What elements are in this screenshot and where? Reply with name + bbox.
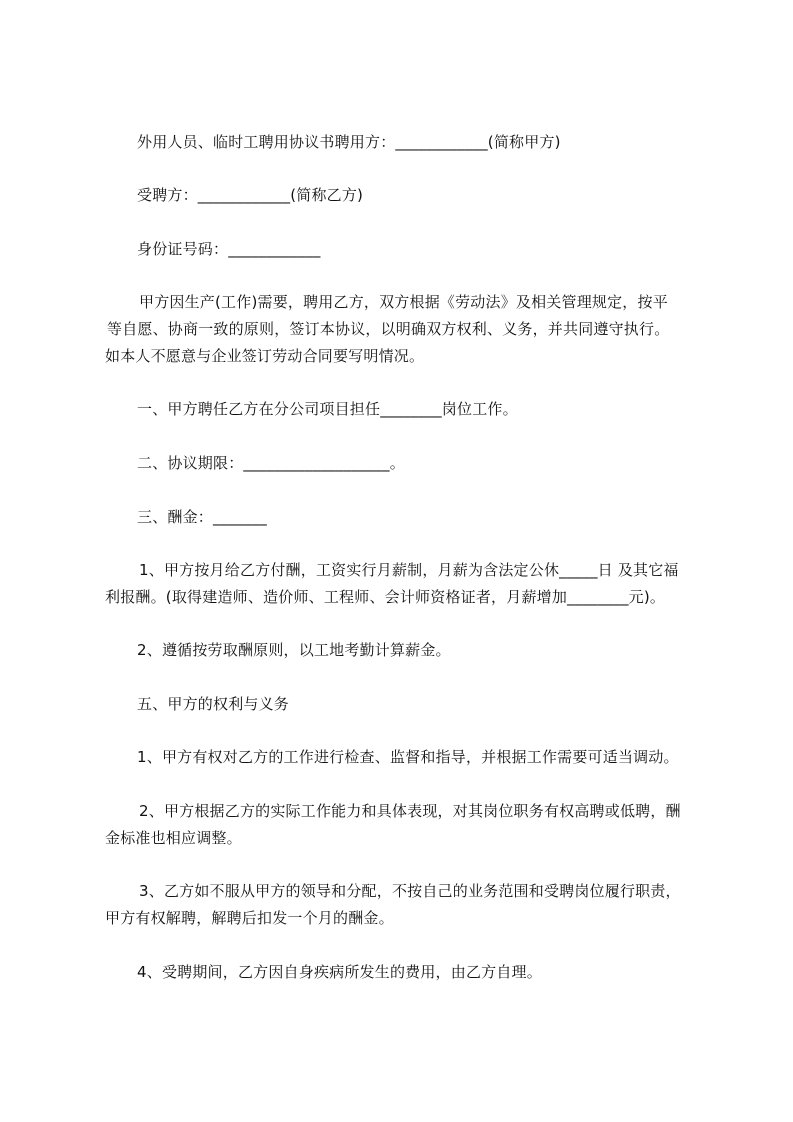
employee-line: 受聘方：____________(简称乙方)	[137, 186, 364, 204]
rights-item-1: 1、甲方有权对乙方的工作进行检查、监督和指导，并根据工作需要可适当调动。	[137, 748, 679, 766]
clause-two: 二、协议期限：___________________。	[137, 454, 405, 472]
id-number-line: 身份证号码：____________	[137, 240, 321, 258]
pay-item-1-line-2: 利报酬。(取得建造师、造价师、工程师、会计师资格证者，月薪增加________元)。	[105, 588, 666, 606]
pay-item-1-line-1: 1、甲方按月给乙方付酬，工资实行月薪制，月薪为含法定公休_____日 及其它福	[139, 561, 679, 579]
rights-item-2-line-2: 金标准也相应调整。	[105, 829, 242, 847]
clause-three: 三、酬金：_______	[137, 508, 267, 526]
intro-paragraph-line-2: 等自愿、协商一致的原则，签订本协议，以明确双方权利、义务，并共同遵守执行。	[107, 320, 670, 338]
rights-item-4: 4、受聘期间，乙方因自身疾病所发生的费用，由乙方自理。	[137, 963, 542, 981]
intro-paragraph-line-1: 甲方因生产(工作)需要，聘用乙方，双方根据《劳动法》及相关管理规定，按平	[139, 293, 668, 311]
rights-item-3-line-1: 3、乙方如不服从甲方的领导和分配，不按自己的业务范围和受聘岗位履行职责，	[139, 882, 681, 900]
employer-line: 外用人员、临时工聘用协议书聘用方：____________(简称甲方)	[137, 133, 561, 151]
intro-paragraph-line-3: 如本人不愿意与企业签订劳动合同要写明情况。	[105, 347, 425, 365]
pay-item-2: 2、遵循按劳取酬原则，以工地考勤计算薪金。	[137, 641, 451, 659]
clause-one: 一、甲方聘任乙方在分公司项目担任________岗位工作。	[137, 400, 518, 418]
rights-item-3-line-2: 甲方有权解聘，解聘后扣发一个月的酬金。	[105, 909, 394, 927]
rights-item-2-line-1: 2、甲方根据乙方的实际工作能力和具体表现，对其岗位职务有权高聘或低聘，酬	[139, 802, 681, 820]
section-five-heading: 五、甲方的权利与义务	[137, 695, 290, 713]
